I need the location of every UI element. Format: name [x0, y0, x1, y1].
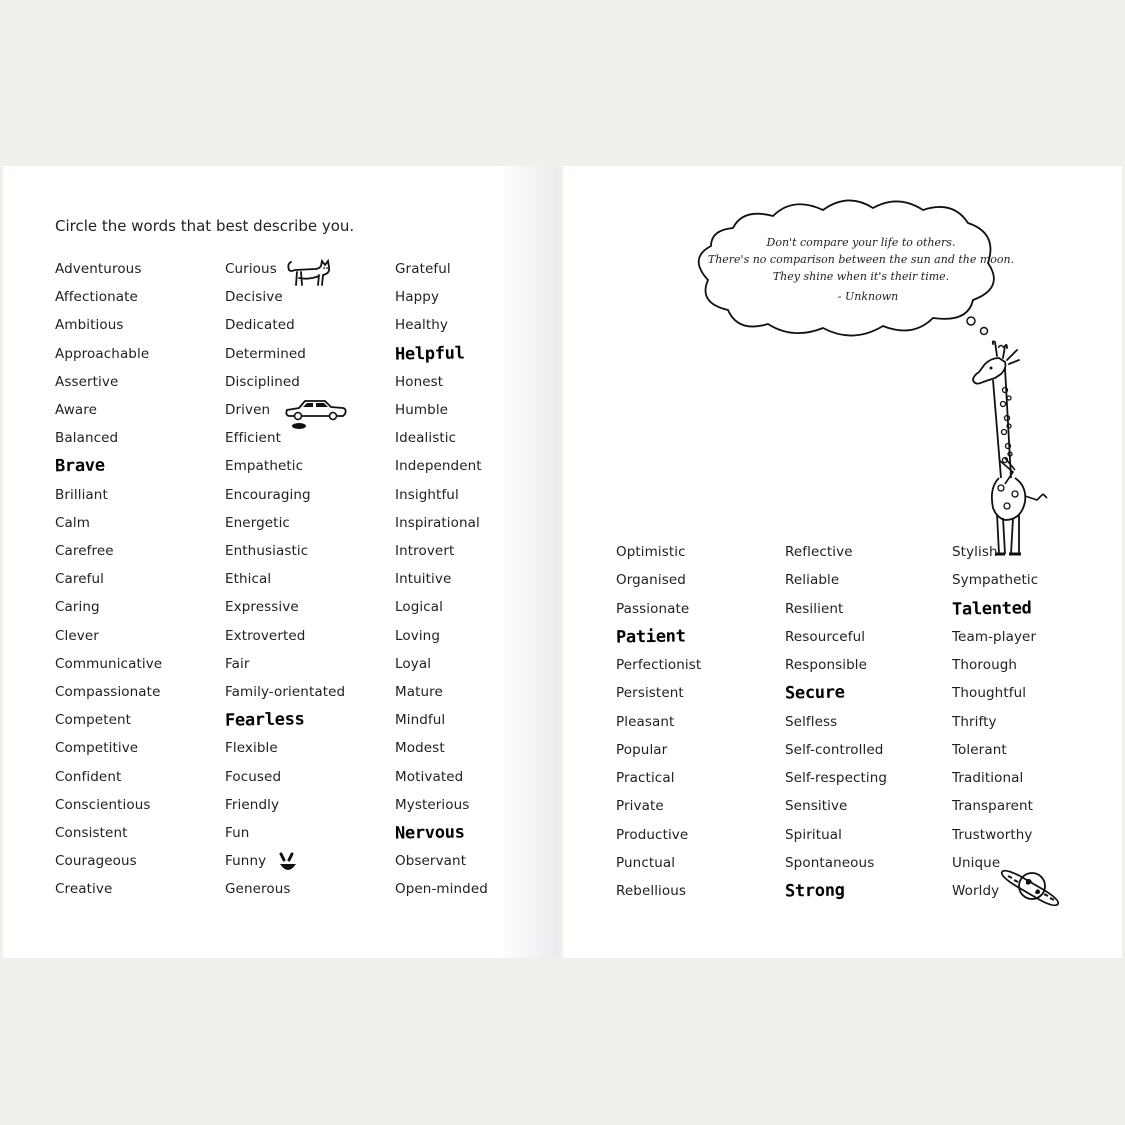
word-affectionate: Affectionate: [55, 289, 138, 306]
word-patient: Patient: [615, 626, 686, 648]
word-balanced: Balanced: [55, 430, 119, 447]
word-funny: Funny: [225, 853, 267, 870]
word-communicative: Communicative: [55, 655, 163, 672]
word-decisive: Decisive: [225, 289, 283, 306]
word-courageous: Courageous: [55, 853, 137, 870]
word-determined: Determined: [225, 345, 306, 362]
word-trustworthy: Trustworthy: [952, 826, 1033, 843]
word-grateful: Grateful: [395, 261, 451, 277]
word-practical: Practical: [616, 770, 675, 786]
word-unique: Unique: [952, 854, 1001, 871]
word-talented: Talented: [951, 597, 1032, 620]
word-inspirational: Inspirational: [395, 514, 480, 531]
word-focused: Focused: [225, 768, 282, 785]
word-motivated: Motivated: [395, 768, 464, 785]
quote: [696, 234, 1026, 305]
word-idealistic: Idealistic: [395, 430, 457, 447]
word-spiritual: Spiritual: [785, 826, 842, 843]
word-empathetic: Empathetic: [225, 458, 304, 475]
word-loyal: Loyal: [395, 655, 432, 672]
left-page: [3, 166, 559, 958]
word-energetic: Energetic: [225, 514, 290, 531]
word-adventurous: Adventurous: [55, 261, 142, 277]
word-disciplined: Disciplined: [225, 373, 300, 390]
word-traditional: Traditional: [952, 770, 1024, 786]
word-competitive: Competitive: [55, 740, 139, 757]
word-observant: Observant: [395, 853, 467, 870]
word-approachable: Approachable: [55, 345, 150, 362]
word-passionate: Passionate: [616, 600, 690, 617]
word-carefree: Carefree: [55, 543, 114, 559]
word-curious: Curious: [225, 261, 277, 277]
word-self-controlled: Self-controlled: [785, 741, 884, 758]
word-honest: Honest: [395, 373, 444, 390]
word-expressive: Expressive: [225, 599, 299, 616]
word-mindful: Mindful: [395, 712, 446, 729]
word-careful: Careful: [55, 571, 105, 588]
word-driven: Driven: [225, 402, 271, 418]
cat-doodle-icon: [285, 258, 333, 288]
quote-line-1: Don't compare your life to others.: [766, 236, 956, 249]
quote-line-2: There's no comparison between the sun and the moon.: [707, 253, 1015, 266]
word-fearless: Fearless: [224, 709, 305, 731]
word-sympathetic: Sympathetic: [952, 572, 1039, 589]
word-intuitive: Intuitive: [395, 571, 452, 588]
word-loving: Loving: [395, 627, 441, 644]
word-friendly: Friendly: [225, 796, 280, 813]
word-introvert: Introvert: [395, 543, 455, 559]
word-flexible: Flexible: [225, 740, 278, 757]
word-spontaneous: Spontaneous: [785, 854, 875, 871]
word-self-respecting: Self-respecting: [785, 770, 888, 786]
word-clever: Clever: [55, 627, 99, 644]
word-nervous: Nervous: [394, 822, 465, 844]
word-sensitive: Sensitive: [785, 798, 848, 815]
word-punctual: Punctual: [616, 854, 676, 871]
word-rebellious: Rebellious: [616, 883, 687, 899]
word-stylish: Stylish: [952, 544, 998, 560]
word-pleasant: Pleasant: [616, 713, 675, 730]
smiley-doodle-icon: [275, 852, 301, 876]
word-humble: Humble: [395, 402, 449, 418]
word-mature: Mature: [395, 684, 443, 700]
word-open-minded: Open-minded: [395, 881, 488, 898]
word-creative: Creative: [55, 881, 113, 898]
word-calm: Calm: [55, 514, 91, 531]
word-secure: Secure: [784, 682, 845, 704]
word-efficient: Efficient: [225, 430, 282, 447]
right-page: [563, 166, 1122, 958]
quote-line-3: They shine when it's their time.: [772, 270, 950, 283]
word-modest: Modest: [395, 740, 445, 757]
word-aware: Aware: [55, 402, 98, 418]
word-dedicated: Dedicated: [225, 317, 295, 334]
word-helpful: Helpful: [394, 342, 465, 365]
word-happy: Happy: [395, 289, 440, 306]
word-ethical: Ethical: [225, 571, 272, 588]
word-caring: Caring: [55, 599, 100, 616]
instruction-text: Circle the words that best describe you.: [55, 217, 355, 235]
word-brilliant: Brilliant: [55, 486, 108, 503]
word-optimistic: Optimistic: [616, 544, 686, 560]
word-healthy: Healthy: [395, 317, 449, 334]
word-perfectionist: Perfectionist: [616, 657, 702, 673]
giraffe-doodle-icon: [965, 338, 1065, 563]
word-productive: Productive: [616, 826, 689, 843]
word-compassionate: Compassionate: [55, 684, 161, 700]
word-confident: Confident: [55, 768, 122, 785]
word-team-player: Team-player: [952, 628, 1037, 645]
word-competent: Competent: [55, 712, 132, 729]
word-logical: Logical: [395, 599, 444, 616]
word-private: Private: [616, 798, 664, 815]
word-organised: Organised: [616, 572, 686, 589]
word-thoughtful: Thoughtful: [952, 685, 1027, 702]
word-conscientious: Conscientious: [55, 796, 151, 813]
car-doodle-icon: [283, 396, 349, 432]
word-persistent: Persistent: [616, 685, 684, 702]
word-insightful: Insightful: [395, 486, 459, 503]
word-strong: Strong: [784, 880, 845, 902]
word-mysterious: Mysterious: [395, 796, 470, 813]
word-reliable: Reliable: [785, 572, 840, 589]
word-encouraging: Encouraging: [225, 486, 311, 503]
word-brave: Brave: [54, 455, 105, 477]
word-reflective: Reflective: [785, 544, 853, 560]
word-ambitious: Ambitious: [55, 317, 124, 334]
word-extroverted: Extroverted: [225, 627, 306, 644]
word-fair: Fair: [225, 655, 250, 672]
word-responsible: Responsible: [785, 657, 868, 673]
word-enthusiastic: Enthusiastic: [225, 543, 309, 559]
word-assertive: Assertive: [55, 373, 119, 390]
word-transparent: Transparent: [952, 798, 1034, 815]
word-resilient: Resilient: [785, 600, 844, 617]
planet-doodle-icon: [1000, 864, 1062, 908]
word-worldy: Worldy: [952, 883, 1000, 899]
word-independent: Independent: [395, 458, 482, 475]
word-generous: Generous: [225, 881, 291, 898]
gutter-shadow: [499, 166, 559, 958]
word-thorough: Thorough: [952, 657, 1018, 673]
word-popular: Popular: [616, 741, 668, 758]
word-selfless: Selfless: [785, 713, 838, 730]
word-thrifty: Thrifty: [952, 713, 997, 730]
word-fun: Fun: [225, 825, 250, 841]
word-family-orientated: Family-orientated: [225, 684, 346, 700]
word-resourceful: Resourceful: [785, 628, 866, 645]
word-tolerant: Tolerant: [952, 741, 1007, 758]
word-consistent: Consistent: [55, 825, 128, 841]
quote-author: - Unknown: [837, 290, 899, 303]
